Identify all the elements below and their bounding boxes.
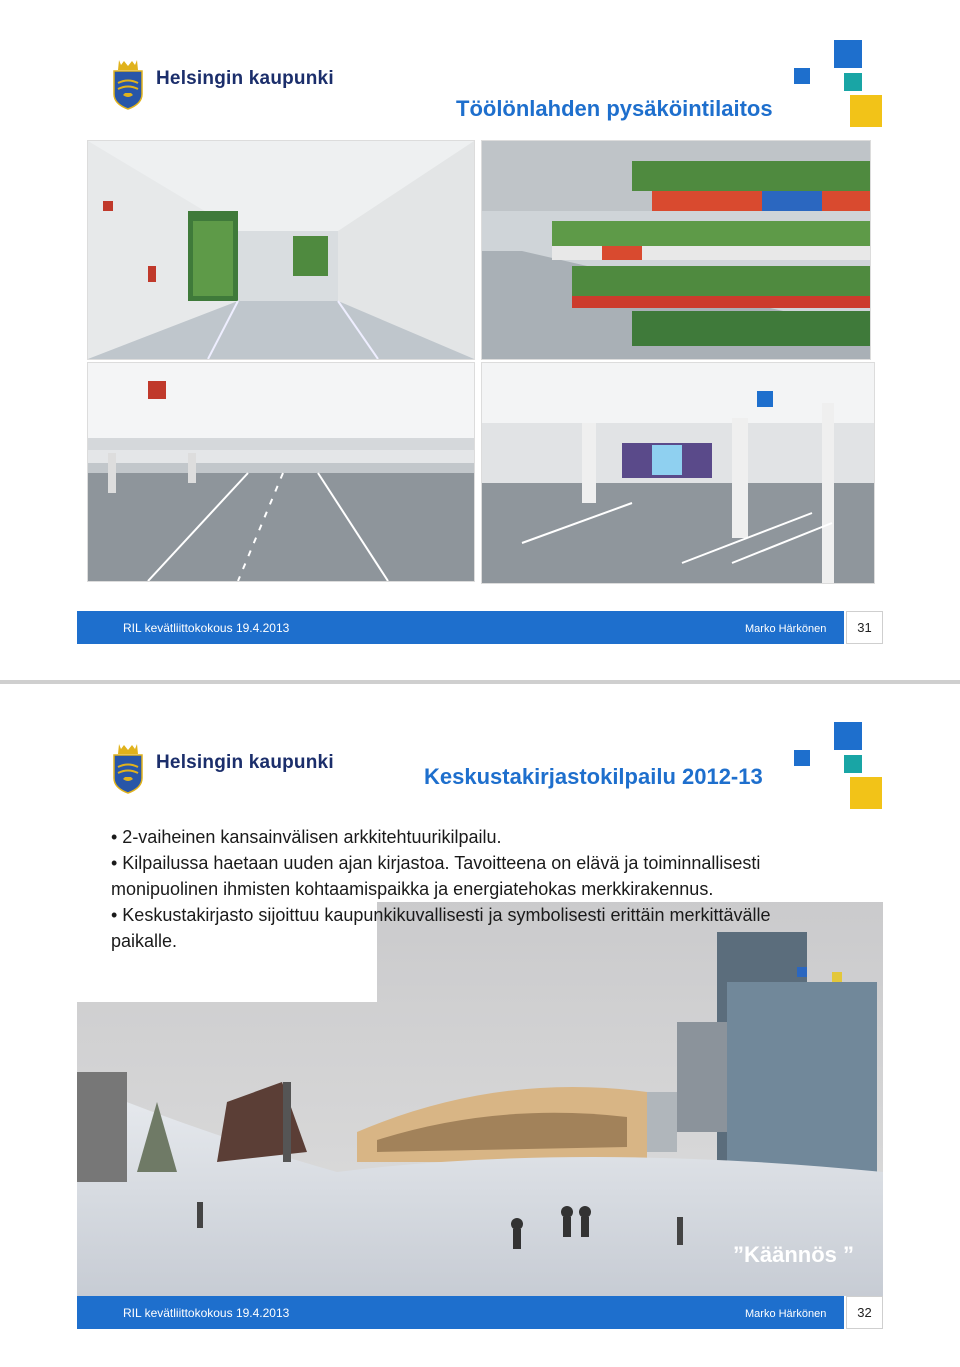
photo-parking-hall-right: [481, 362, 875, 584]
slide-footer: [77, 611, 883, 644]
helsinki-crest-icon: [110, 742, 146, 794]
footer-author: Marko Härkönen: [745, 1308, 827, 1320]
decorative-squares-icon: [794, 722, 884, 812]
bullet-item: • Keskustakirjasto sijoittuu kaupunkikuvallisesti ja symbolisesti erittäin merkittävälle: [111, 905, 771, 925]
footer-event: RIL kevätliittokokous 19.4.2013: [123, 621, 290, 635]
photo-parking-hall-left: [87, 362, 475, 582]
overlay-caption: ”Käännös ”: [733, 1242, 855, 1267]
brand-name: Helsingin kaupunki: [156, 68, 334, 89]
bullet-item: • Kilpailussa haetaan uuden ajan kirjastoa. Tavoitteena on elävä ja toiminnallisesti: [111, 853, 761, 873]
slide-footer: [77, 1296, 883, 1329]
helsinki-crest-icon: [110, 58, 146, 110]
slide-32: [0, 684, 960, 1367]
page-number: 32: [846, 1296, 883, 1329]
bullet-item: • 2-vaiheinen kansainvälisen arkkitehtuurikilpailu.: [111, 827, 502, 847]
footer-author: Marko Härkönen: [745, 623, 827, 635]
slide-title: Töölönlahden pysäköintilaitos: [456, 96, 773, 121]
footer-event: RIL kevätliittokokous 19.4.2013: [123, 1306, 290, 1320]
decorative-squares-icon: [794, 40, 884, 130]
slide-title: Keskustakirjastokilpailu 2012-13: [424, 764, 763, 789]
photo-planter-wall: [481, 140, 871, 360]
helsinki-logo: [110, 58, 350, 118]
bullet-list: [111, 824, 901, 954]
page-number: 31: [846, 611, 883, 644]
bullet-item: monipuolinen ihmisten kohtaamispaikka ja energiatehokas merkkirakennus.: [111, 879, 714, 899]
bullet-item: paikalle.: [111, 931, 178, 951]
slide-31: [0, 0, 960, 680]
photo-tunnel-green-walls: [87, 140, 475, 360]
brand-name: Helsingin kaupunki: [156, 752, 334, 773]
helsinki-logo: [110, 742, 350, 802]
